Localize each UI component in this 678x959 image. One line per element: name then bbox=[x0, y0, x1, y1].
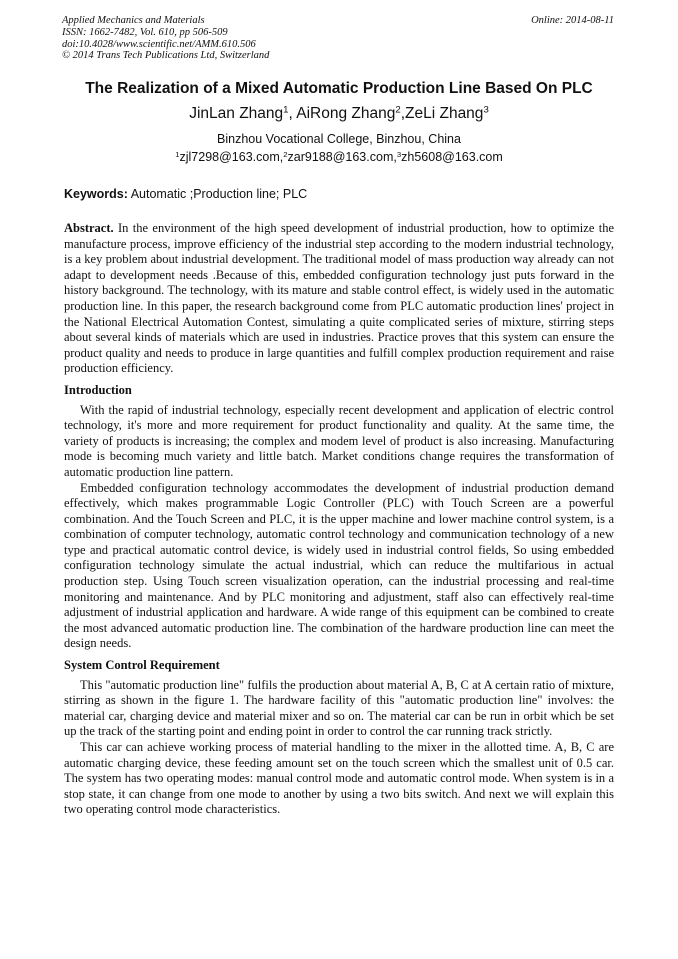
email-address: zjl7298@163.com bbox=[179, 150, 280, 164]
author-mark: 3 bbox=[483, 104, 489, 116]
section-heading-introduction: Introduction bbox=[64, 382, 132, 397]
author-name: ZeLi Zhang bbox=[405, 105, 484, 122]
email-mark: 3 bbox=[396, 149, 402, 159]
abstract-label: Abstract. bbox=[64, 221, 114, 235]
email-list bbox=[20, 150, 658, 164]
section-heading-system-control-requirement: System Control Requirement bbox=[64, 658, 220, 673]
body-paragraph: Embedded configuration technology accommodates the development of industrial production demand effectively, which makes programmable Logic Controller (PLC) with Touch Screen are a powerful combination. And the Touch Screen and PLC, it is the upper machine and lower machine control system, is a combination of computer technology, automatic control technology and communication technology of a new type and practical automatic control device, is widely used in industrial control fields, So using embedded configuration technology simulate the actual industrial, which can reduce the multifarious in actual production step. Using Touch screen visualization operation, can the industrial processing and real-time monitoring and maintenance. And by PLC monitoring and adjustment, staff also can effectively real-time adjustment of industrial application and hardware. A wide range of this equipment can be combined to create the most advanced automatic production line. The combination of the hardware production line can meet the design needs. bbox=[64, 480, 614, 651]
author-name: AiRong Zhang bbox=[296, 105, 396, 122]
body-paragraph: With the rapid of industrial technology, especially recent development and application of electric control technology, it's more and more requirement for product functionality and quality. At the same time, the variety of products is increasing; the complex and modem level of product is also increasing. Manufacturing mode is becoming much variety and little batch. Market conditions change requires the transformation of automatic production line pattern. bbox=[64, 402, 614, 479]
journal-name: Applied Mechanics and Materials bbox=[62, 15, 205, 26]
copyright-line: © 2014 Trans Tech Publications Ltd, Switzerland bbox=[62, 50, 270, 62]
keywords bbox=[64, 187, 307, 201]
author-separator: , bbox=[288, 105, 297, 122]
author-name: JinLan Zhang bbox=[189, 105, 284, 122]
abstract-paragraph bbox=[64, 221, 614, 377]
email-separator: , bbox=[393, 150, 397, 164]
body-paragraph: This car can achieve working process of material handling to the mixer in the allotted time. A, B, C are automatic charging device, these feeding amount set on the touch screen which the smallest unit of 0.5 car. The system has two operating modes: manual control mode and automatic control mode. When system is in a stop state, it can change from one mode to another by using a two bits switch. And next we will explain this two operating control mode characteristics. bbox=[64, 740, 614, 817]
publication-header bbox=[62, 15, 622, 62]
email-address: zh5608@163.com bbox=[401, 150, 503, 164]
doi-line: doi:10.4028/www.scientific.net/AMM.610.506 bbox=[62, 38, 256, 50]
keywords-label: Keywords: bbox=[64, 187, 128, 201]
email-separator: , bbox=[279, 150, 284, 164]
affiliation: Binzhou Vocational College, Binzhou, China bbox=[217, 132, 461, 146]
author-list bbox=[20, 105, 658, 123]
email-mark: 1 bbox=[175, 149, 180, 159]
keywords-text: Automatic ;Production line; PLC bbox=[127, 187, 308, 201]
paper-title: The Realization of a Mixed Automatic Production Line Based On PLC bbox=[85, 80, 593, 97]
abstract-text: In the environment of the high speed development of industrial production, how to optimize the manufacture process, improve efficiency of the industrial step according to the modern industrial technology, is a key problem about industrial development. The traditional model of mass production way already can not adapt to development needs .Because of this, embedded configuration technology just puts forward in the history background. The technology, with its mature and stable control effect, is widely used in the automatic production line. In this paper, the research background come from PLC automatic production lines' project in the National Electrical Automation Contest, simulating a quite complicated series of mixture, stirring steps about several kinds of materials which are used in industries. Practice proves that this system can ensure the product quality and needs to produce in large quantities and fulfill complex production requirement and raise production efficiency. bbox=[64, 221, 614, 376]
body-paragraph: This "automatic production line" fulfils the production about material A, B, C at A certain ratio of mixture, stirring as shown in the figure 1. The hardware facility of this "automatic production line" involves: the material car, charging device and material mixer and so on. The material car can be run in orbit which be set up the track of the starting point and ending point in order to control the car running track strictly. bbox=[64, 677, 614, 739]
author-mark: 1 bbox=[283, 104, 289, 116]
paper-body bbox=[64, 221, 614, 818]
email-mark: 2 bbox=[283, 149, 288, 159]
author-mark: 2 bbox=[395, 104, 401, 116]
online-date: Online: 2014-08-11 bbox=[531, 15, 614, 26]
email-address: zar9188@163.com bbox=[287, 150, 394, 164]
author-separator: , bbox=[400, 105, 406, 122]
issn-line: ISSN: 1662-7482, Vol. 610, pp 506-509 bbox=[62, 26, 228, 38]
